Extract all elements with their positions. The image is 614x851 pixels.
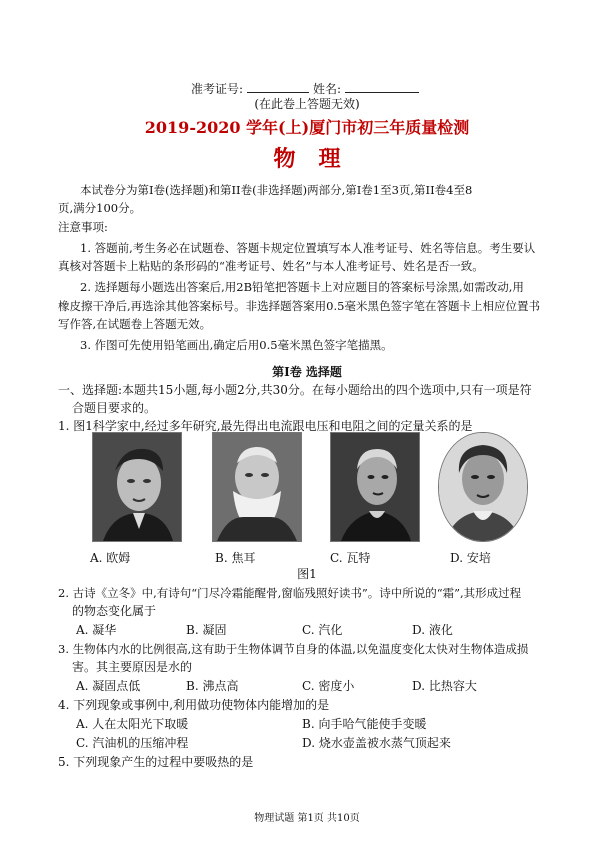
notice-item-1b: 真核对答题卡上粘贴的条形码的“准考证号、姓名”与本人准考证号、姓名是否一致。 (58, 259, 484, 273)
question-4-option-a: A. 人在太阳光下取暖 (76, 717, 189, 731)
section-instruction-2: 合题目要求的。 (72, 401, 157, 415)
portrait-watt-image (331, 433, 419, 541)
question-1-text: 1. 图1科学家中,经过多年研究,最先得出电流跟电压和电阻之间的定量关系的是 (58, 419, 473, 433)
notice-item-2a: 2. 选择题每小题选出答案后,用2B铅笔把答题卡上对应题目的答案标号涂黑,如需改动,用 (80, 280, 524, 294)
intro-line-2: 页,满分100分。 (58, 201, 142, 215)
question-3-option-b: B. 沸点高 (186, 679, 239, 693)
question-4-option-b: B. 向手哈气能使手变暖 (302, 717, 427, 731)
question-2-option-a: A. 凝华 (76, 623, 117, 637)
portrait-ohm-image (93, 433, 181, 541)
question-1-option-b: B. 焦耳 (215, 551, 256, 565)
portrait-ampere (438, 432, 528, 542)
question-1-option-d: D. 安培 (450, 551, 491, 565)
notice-item-2c: 写作答,在试题卷上答题无效。 (58, 317, 212, 331)
question-4-text: 4. 下列现象或事例中,利用做功使物体内能增加的是 (58, 698, 330, 712)
question-5-text: 5. 下列现象产生的过程中要吸热的是 (58, 755, 254, 769)
question-2-option-d: D. 液化 (412, 623, 453, 637)
question-3-option-a: A. 凝固点低 (76, 679, 141, 693)
question-3-text-1: 3. 生物体内水的比例很高,这有助于生物体调节自身的体温,以免温度变化太快对生物体造成损 (58, 642, 529, 656)
intro-line-1: 本试卷分为第I卷(选择题)和第II卷(非选择题)两部分,第I卷1至3页,第II卷4至8 (80, 183, 473, 197)
question-4-option-d: D. 烧水壶盖被水蒸气顶起来 (302, 736, 451, 750)
name-blank (345, 80, 419, 93)
question-2-option-b: B. 凝固 (186, 623, 227, 637)
question-2-text-2: 的物态变化属于 (72, 604, 157, 618)
notice-title: 注意事项: (58, 220, 108, 234)
question-3-text-2: 害。其主要原因是水的 (72, 660, 193, 674)
question-3-option-c: C. 密度小 (302, 679, 355, 693)
exam-title: 2019-2020 学年(上)厦门市初三年质量检测 (144, 118, 470, 137)
notice-item-3: 3. 作图可先使用铅笔画出,确定后用0.5毫米黑色签字笔描黑。 (80, 338, 393, 352)
question-3-option-d: D. 比热容大 (412, 679, 477, 693)
portrait-watt (330, 432, 420, 542)
portrait-joule-image (213, 433, 301, 541)
portrait-joule (212, 432, 302, 542)
portrait-ohm (92, 432, 182, 542)
section-heading: 第I卷 选择题 (272, 365, 342, 379)
ticket-label: 准考证号: (190, 82, 243, 96)
ticket-blank (247, 80, 309, 93)
subject-title: 物 理 (273, 146, 341, 172)
notice-item-1a: 1. 答题前,考生务必在试题卷、答题卡规定位置填写本人准考证号、姓名等信息。考生要认 (80, 241, 536, 255)
name-label: 姓名: (313, 82, 342, 96)
candidate-info-line (0, 80, 614, 97)
section-instruction-1: 一、选择题:本题共15小题,每小题2分,共30分。在每小题给出的四个选项中,只有一项是符 (58, 383, 532, 397)
question-2-text-1: 2. 古诗《立冬》中,有诗句“门尽冷霜能醒骨,窗临残照好读书”。诗中所说的“霜”,其形成过程 (58, 586, 522, 600)
portrait-ampere-image (439, 433, 527, 541)
question-1-option-a: A. 欧姆 (90, 551, 131, 565)
answer-invalid-note: (在此卷上答题无效) (254, 97, 360, 111)
question-4-option-c: C. 汽油机的压缩冲程 (76, 736, 189, 750)
notice-item-2b: 橡皮擦干净后,再选涂其他答案标号。非选择题答案用0.5毫米黑色签字笔在答题卡上相应位置书 (58, 299, 540, 313)
question-2-option-c: C. 汽化 (302, 623, 343, 637)
figure-1-caption: 图1 (297, 567, 317, 581)
question-1-option-c: C. 瓦特 (330, 551, 371, 565)
page-footer: 物理试题 第1页 共10页 (254, 813, 360, 824)
